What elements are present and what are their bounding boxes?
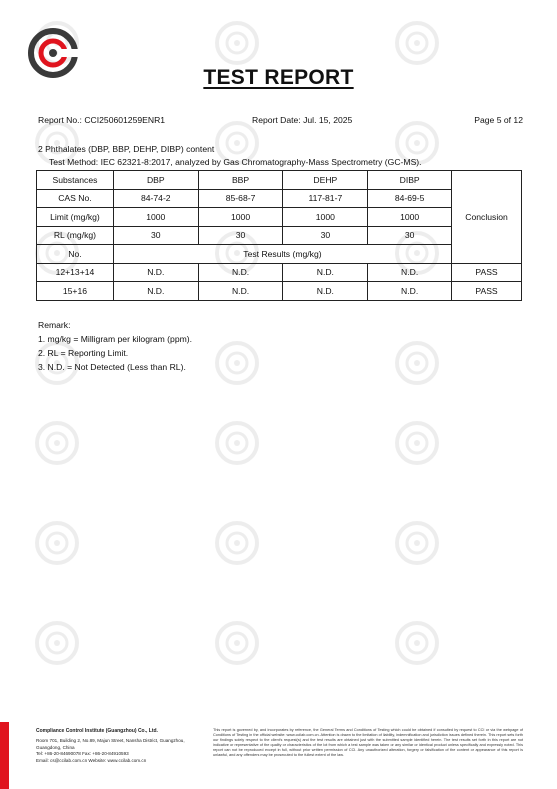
table-cell: 84-74-2 [113, 189, 198, 208]
brand-bar [0, 722, 9, 789]
table-row [37, 208, 522, 227]
table-cell: N.D. [113, 282, 198, 301]
table-row [37, 263, 522, 282]
table-cell: N.D. [368, 282, 452, 301]
test-method: Test Method: IEC 62321-8:2017, analyzed by Gas Chromatography-Mass Spectrometry (GC-MS). [49, 157, 422, 167]
remark-item: 3. N.D. = Not Detected (Less than RL). [38, 362, 186, 372]
remark-title: Remark: [38, 320, 71, 330]
table-cell: N.D. [113, 263, 198, 282]
table-cell: 1000 [368, 208, 452, 227]
watermark-logo-icon [214, 340, 260, 386]
footer-disclaimer: This report is governed by, and incorporates by reference, the General Terms and Conditions of Testing which could be obtained if consulted by request to CCI or via the webpage of Conditions of Testing in the official website: www.ccilab.com.cn. Attention is drawn to the limitation of liability, indemnification and jurisdiction issues defined therein. This report sets forth our findings solely respect to the client's request(s) and the test results are obtained just with the submitted sample identified herein. The test results set forth in this report are not indicative or representative of the quality or characteristics of the lot from which a test sample was taken or any similar or identical product unless specifically and expressly noted. This report can not be reproduced except in full, without prior written permission of CCI. Any unauthorized alteration, forgery or falsification of the content or appearance of this report is unlawful, and any offenders may be prosecuted to the fullest extent of the law. [213, 728, 523, 758]
table-cell: 84-69-5 [368, 189, 452, 208]
footer-email: Email: cs@ccilab.com.cn Website: www.ccilab.com.cn [36, 757, 147, 763]
watermark-logo-icon [34, 520, 80, 566]
table-cell: N.D. [283, 282, 368, 301]
sample-number: 15+16 [37, 282, 114, 301]
watermark-logo-icon [394, 420, 440, 466]
conclusion-value: PASS [452, 263, 522, 282]
table-cell: No. [37, 245, 114, 264]
watermark-logo-icon [394, 620, 440, 666]
table-cell: 85-68-7 [198, 189, 283, 208]
table-row [37, 171, 522, 190]
report-number: Report No.: CCI250601259ENR1 [38, 115, 166, 125]
footer-contact [36, 728, 185, 764]
table-cell: 30 [283, 226, 368, 245]
table-cell: CAS No. [37, 189, 114, 208]
report-date: Report Date: Jul. 15, 2025 [252, 115, 353, 125]
table-cell: 30 [368, 226, 452, 245]
page-number: Page 5 of 12 [474, 115, 523, 125]
conclusion-header: Conclusion [452, 171, 522, 264]
table-cell: N.D. [283, 263, 368, 282]
table-row [37, 245, 522, 264]
remark-item: 1. mg/kg = Milligram per kilogram (ppm). [38, 334, 193, 344]
table-cell: 1000 [198, 208, 283, 227]
table-cell: Substances [37, 171, 114, 190]
watermark-logo-icon [394, 20, 440, 66]
table-cell: Limit (mg/kg) [37, 208, 114, 227]
table-cell: 1000 [113, 208, 198, 227]
footer-tel: Tel: +86-20-84690078 Fax: +86-20-84910593 [36, 751, 129, 757]
table-cell: 117-81-7 [283, 189, 368, 208]
table-cell: N.D. [198, 263, 283, 282]
table-cell: N.D. [198, 282, 283, 301]
table-cell: 30 [113, 226, 198, 245]
page-title: TEST REPORT [203, 66, 354, 89]
table-cell: 30 [198, 226, 283, 245]
footer-company: Compliance Control Institute (Guangzhou) Co., Ltd. [36, 728, 158, 734]
table-row [37, 226, 522, 245]
footer-address: Room 701, Building 2, No.89, Majun Street, Nansha District, Guangzhou, [36, 738, 185, 744]
table-row [37, 282, 522, 301]
watermark-logo-icon [34, 620, 80, 666]
table-cell: RL (mg/kg) [37, 226, 114, 245]
report-meta [38, 115, 523, 125]
table-row [37, 189, 522, 208]
remarks [38, 318, 192, 374]
watermark-logo-icon [214, 20, 260, 66]
watermark-logo-icon [394, 340, 440, 386]
table-cell: N.D. [368, 263, 452, 282]
table-cell: BBP [198, 171, 283, 190]
footer-address: Guangdong, China [36, 744, 75, 750]
table-cell: 1000 [283, 208, 368, 227]
test-results-header: Test Results (mg/kg) [113, 245, 451, 264]
results-table [36, 170, 522, 301]
table-cell: DBP [113, 171, 198, 190]
table-cell: DEHP [283, 171, 368, 190]
watermark-logo-icon [214, 620, 260, 666]
section-heading: 2 Phthalates (DBP, BBP, DEHP, DIBP) content [38, 144, 215, 154]
watermark-logo-icon [34, 420, 80, 466]
remark-item: 2. RL = Reporting Limit. [38, 348, 129, 358]
sample-number: 12+13+14 [37, 263, 114, 282]
watermark-logo-icon [214, 420, 260, 466]
watermark-logo-icon [394, 520, 440, 566]
table-cell: DIBP [368, 171, 452, 190]
watermark-logo-icon [214, 520, 260, 566]
conclusion-value: PASS [452, 282, 522, 301]
